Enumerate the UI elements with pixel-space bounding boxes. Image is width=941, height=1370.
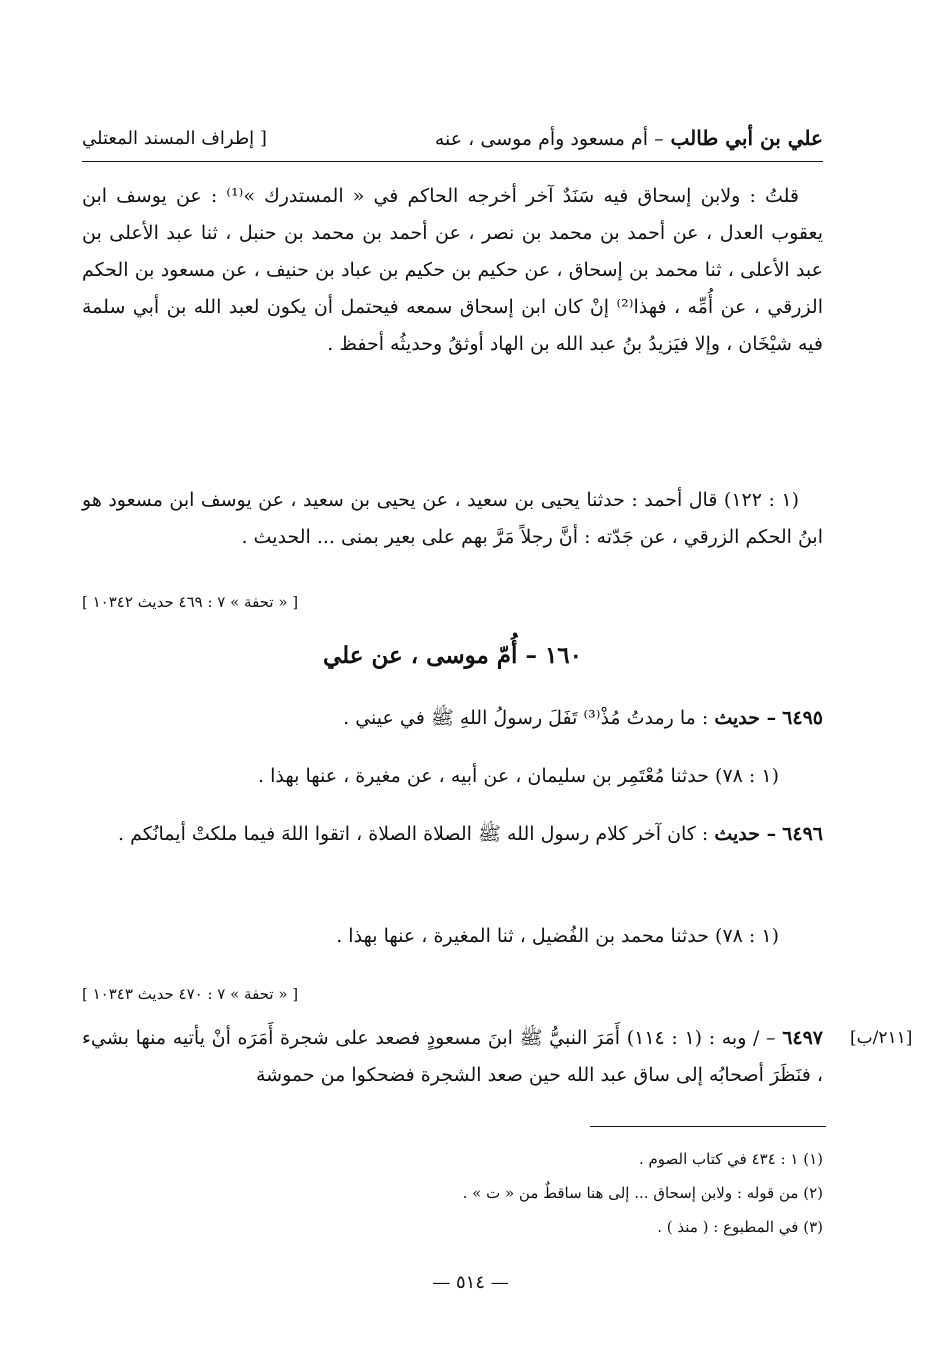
hadith-number: ٦٤٩٥ [782, 707, 823, 729]
header-title-main: علي بن أبي طالب [670, 126, 823, 150]
header-title [435, 126, 823, 150]
footnote-2: (٢) من قوله : ولابن إسحاق ... إلى هنا ساقطٌ من « ت » . [462, 1184, 823, 1202]
intro-paragraph: قلتُ : ولابن إسحاق فيه سَنَدٌ آخر أخرجه الحاكم في « المستدرك »⁽¹⁾ : عن يوسف ابن يعقوب العدل ، عن أحمد بن محمد بن نصر ، عن أحمد بن محمد بن حنبل ، ثنا عبد الأعلى بن عبد الأعلى ، ثنا محمد بن إسحاق ، عن حكيم بن حكيم بن عباد بن حنيف ، عن مسعود بن الحكم الزرقي ، عن أُمِّه ، فهذا⁽²⁾ إنْ كان ابن إسحاق سمعه فيحتمل أن يكون لعبد الله بن أبي سلمة فيه شيْخَان ، وإلا فيَزيدُ بنُ عبد الله بن الهاد أوثقُ وحديثُه أحفظ . [82, 185, 824, 355]
isnad-paragraph: (١ : ١٢٢) قال أحمد : حدثنا يحيى بن سعيد ، عن يحيى بن سعيد ، عن يوسف ابن مسعود هو ابنُ الحكم الزرقي ، عن جَدّته : أنَّ رجلاً مَرَّ بهم على بعير بمنى ... الحديث . [82, 489, 823, 548]
footnote-rule [590, 1126, 826, 1127]
hadith-text: : كان آخر كلام رسول الله ﷺ الصلاة الصلاة ، اتقوا اللهَ فيما ملكتْ أيمانُكم . [118, 823, 709, 845]
hadith-6495-isnad: (١ : ٧٨) حدثنا مُعْتَمِر بن سليمان ، عن أبيه ، عن مغيرة ، عنها بهذا . [258, 765, 779, 787]
hadith-text: – / وبه : (١ : ١١٤) أَمَرَ النبيُّ ﷺ ابنَ مسعودٍ فصعد على شجرة أَمَرَه أنْ يأتيه منها بشيء ، فنَظَرَ أصحابُه إلى ساق عبد الله حين صعد الشجرة فضحكوا من حموشة [82, 1027, 823, 1086]
tuhfa-reference: [ « تحفة » ٧ : ٤٦٩ حديث ١٠٣٤٢ ] [82, 593, 299, 611]
hadith-6495 [82, 700, 823, 737]
hadith-text: : ما رمدتُ مُذْ⁽³⁾ تَفَلَ رسولُ اللهِ ﷺ في عيني . [343, 707, 709, 729]
hadith-label: – حديث [714, 707, 777, 729]
hadith-label: – حديث [714, 823, 777, 845]
section-title: ١٦٠ – أُمّ موسى ، عن علي [322, 642, 583, 669]
header-book-title: [ إطراف المسند المعتلي [82, 128, 267, 149]
hadith-number: ٦٤٩٧ [782, 1027, 824, 1049]
hadith-number: ٦٤٩٦ [782, 823, 823, 845]
hadith-6497 [82, 1020, 823, 1094]
manuscript-folio-note: [٢١١/ب] [850, 1028, 913, 1048]
hadith-6496 [82, 816, 823, 853]
header-title-sub: – أم مسعود وأم موسى ، عنه [434, 128, 664, 150]
running-header [82, 118, 823, 162]
footnote-3: (٣) في المطبوع : ( منذ ) . [657, 1218, 823, 1236]
footnote-1: (١) ١ : ٤٣٤ في كتاب الصوم . [638, 1150, 823, 1168]
hadith-6496-isnad: (١ : ٧٨) حدثنا محمد بن الفُضيل ، ثنا المغيرة ، عنها بهذا . [336, 925, 779, 947]
page-number: — ٥١٤ — [432, 1272, 509, 1293]
tuhfa-reference: [ « تحفة » ٧ : ٤٧٠ حديث ١٠٣٤٣ ] [82, 985, 299, 1003]
header-rule [82, 161, 823, 162]
